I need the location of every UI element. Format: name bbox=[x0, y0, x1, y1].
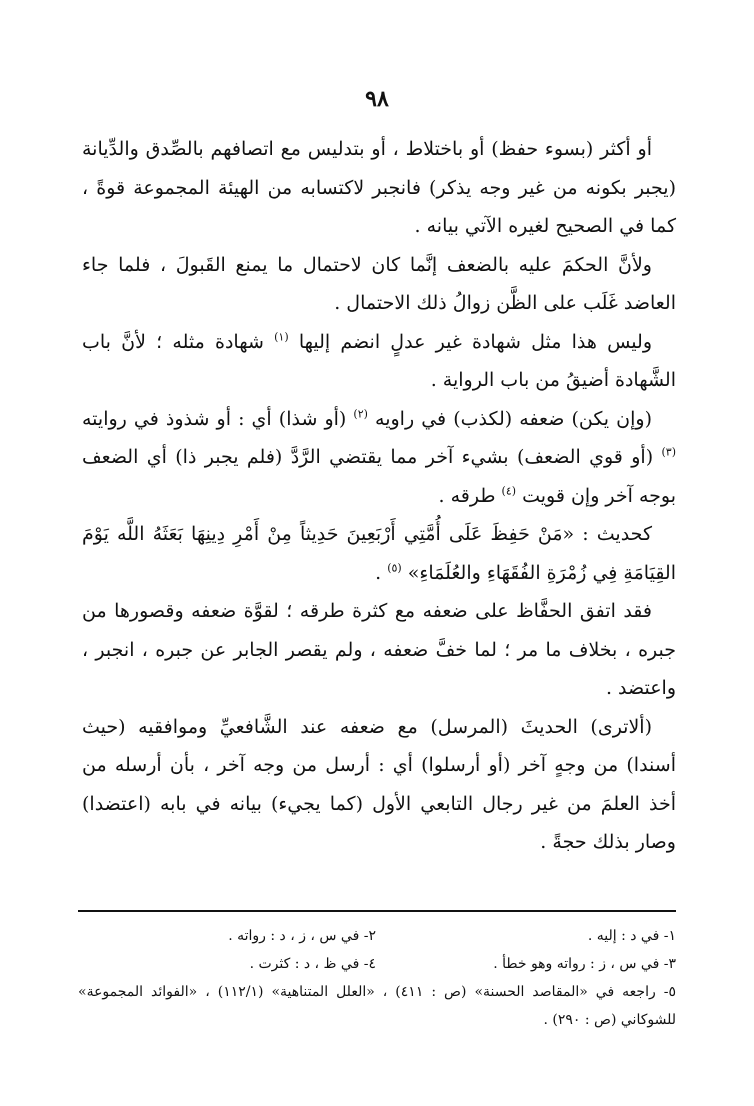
paragraph-5 bbox=[82, 515, 676, 592]
footnote-ref-5[interactable]: (٥) bbox=[387, 561, 402, 575]
footnotes bbox=[78, 922, 676, 1034]
paragraph-text: طرقه . bbox=[438, 484, 502, 507]
footnote-ref-3[interactable]: (٣) bbox=[661, 445, 676, 459]
paragraph-7 bbox=[82, 708, 676, 862]
paragraph-1 bbox=[82, 130, 676, 246]
paragraph-text: (وإن يكن) ضعفه (لكذب) في راويه bbox=[367, 407, 652, 430]
paragraph-text: كحديث : «مَنْ حَفِظَ عَلَى أُمَّتِي أَرْبَعِينَ حَدِيثاً مِنْ أَمْرِ دِينِهَا بَعَثَهُ اللَّه يَوْمَ القِيَامَةِ فِي زُمْرَةِ الفُقَهَاءِ والعُلَمَاءِ» bbox=[82, 523, 676, 584]
paragraph-text: (ألاترى) الحديثَ (المرسل) مع ضعفه عند الشَّافعيِّ وموافقيه (حيث أسندا) من وجهٍ آخر (أو أرسلوا) أي : أرسل من وجه آخر ، بأن أرسله من أخذ العلمَ من غير رجال التابعي الأول (كما يجيء) بيانه في بابه (اعتضدا) وصار بذلك حجةً . bbox=[82, 715, 676, 853]
paragraph-4 bbox=[82, 400, 676, 516]
paragraph-text: ولأنَّ الحكمَ عليه بالضعف إنَّما كان لاحتمال ما يمنع القَبولَ ، فلما جاء العاضد غَلَب على الظَّن زوالُ ذلك الاحتمال . bbox=[82, 253, 676, 314]
footnote-ref-1[interactable]: (١) bbox=[274, 330, 289, 344]
paragraph-3 bbox=[82, 323, 676, 400]
paragraph-text: وليس هذا مثل شهادة غير عدلٍ انضم إليها bbox=[288, 330, 653, 353]
footnote-1: ١- في د : إليه . bbox=[587, 928, 676, 944]
footnote-2: ٢- في س ، ز ، د : رواته . bbox=[228, 928, 376, 944]
footnote-ref-2[interactable]: (٢) bbox=[353, 407, 368, 421]
footnote-row bbox=[78, 950, 676, 978]
paragraph-text: فقد اتفق الحفَّاظ على ضعفه مع كثرة طرقه ؛ لقوَّة ضعفه وقصورها من جبره ، بخلاف ما مر ؛ لما خفَّ ضعفه ، ولم يقصر الجابر عن جبره ، انجبر ، واعتضد . bbox=[82, 600, 676, 699]
footnote-3: ٣- في س ، ز : رواته وهو خطأ . bbox=[493, 956, 676, 972]
paragraph-text: . bbox=[375, 561, 388, 584]
footnote-divider bbox=[78, 910, 676, 912]
page-number: ٩٨ bbox=[365, 86, 389, 112]
paragraph-text: أو أكثر (بسوء حفظ) أو باختلاط ، أو بتدليس مع اتصافهم بالصِّدق والدِّيانة (يجبر بكونه من غير وجه يذكر) فانجبر لاكتسابه من الهيئة المجموعة قوةً ، كما في الصحيح لغيره الآتي بيانه . bbox=[82, 138, 676, 237]
paragraph-2 bbox=[82, 246, 676, 323]
paragraph-text: شهادة مثله ؛ لأنَّ باب الشَّهادة أضيقُ من باب الرواية . bbox=[82, 330, 676, 391]
footnote-ref-4[interactable]: (٤) bbox=[501, 484, 517, 498]
main-text bbox=[82, 130, 676, 862]
footnote-4: ٤- في ظ ، د : كثرت . bbox=[249, 956, 376, 972]
paragraph-text: (أو شذا) أي : أو شذوذ في روايته bbox=[82, 407, 354, 430]
paragraph-text: (أو قوي الضعف) بشيء آخر مما يقتضي الرَّدَّ (فلم يجبر ذا) أي الضعف بوجه آخر وإن قويت bbox=[82, 446, 676, 507]
paragraph-6 bbox=[82, 592, 676, 708]
footnote-row bbox=[78, 922, 676, 950]
footnote-5: ٥- راجعه في «المقاصد الحسنة» (ص : ٤١١) ، «العلل المتناهية» (١١٢/١) ، «الفوائد المجموعة» للشوكاني (ص : ٢٩٠) . bbox=[78, 984, 676, 1028]
